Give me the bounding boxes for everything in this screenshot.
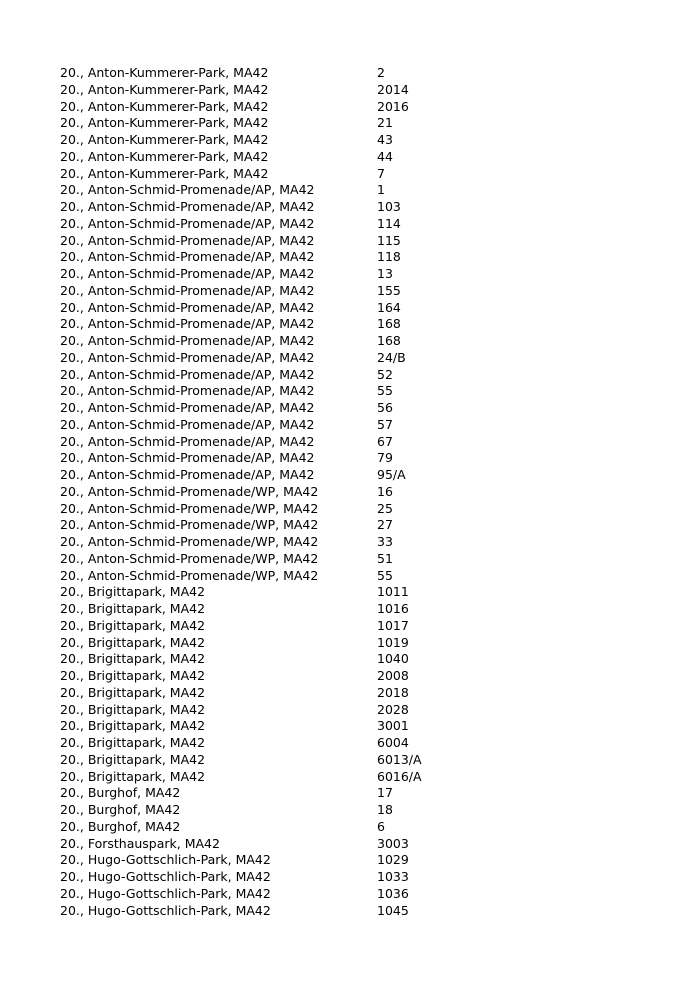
location-name: 20., Anton-Schmid-Promenade/AP, MA42: [60, 467, 315, 482]
list-item: [60, 65, 660, 82]
location-name: 20., Anton-Schmid-Promenade/AP, MA42: [60, 400, 315, 415]
list-item: [60, 702, 660, 719]
location-name: 20., Anton-Schmid-Promenade/WP, MA42: [60, 550, 319, 566]
list-item: [60, 249, 660, 266]
location-name: 20., Anton-Schmid-Promenade/WP, MA42: [60, 500, 319, 516]
list-item: [60, 501, 660, 518]
location-number: 1033: [377, 869, 409, 884]
location-name: 20., Anton-Kummerer-Park, MA42: [60, 81, 269, 97]
list-item: [60, 685, 660, 702]
list-item: [60, 149, 660, 166]
list-item: [60, 350, 660, 367]
list-item: [60, 434, 660, 451]
location-number: 1: [377, 182, 385, 198]
location-name: 20., Anton-Schmid-Promenade/AP, MA42: [60, 199, 315, 214]
location-name: 20., Anton-Schmid-Promenade/AP, MA42: [60, 433, 315, 449]
location-number: 1036: [377, 885, 409, 901]
list-item: [60, 618, 660, 635]
list-item: [60, 735, 660, 752]
location-number: 1029: [377, 852, 409, 868]
location-name: 20., Brigittapark, MA42: [60, 601, 206, 616]
location-number: 103: [377, 199, 401, 214]
location-name: 20., Brigittapark, MA42: [60, 634, 206, 650]
location-number: 17: [377, 785, 393, 801]
location-list: [60, 65, 660, 919]
location-number: 95/A: [377, 467, 406, 482]
list-item: [60, 182, 660, 199]
location-number: 1016: [377, 601, 409, 616]
location-name: 20., Anton-Schmid-Promenade/WP, MA42: [60, 567, 319, 583]
location-number: 2028: [377, 701, 409, 717]
location-number: 1017: [377, 617, 409, 633]
location-number: 2008: [377, 668, 409, 683]
location-number: 44: [377, 148, 393, 164]
location-name: 20., Burghof, MA42: [60, 785, 181, 801]
location-name: 20., Anton-Schmid-Promenade/AP, MA42: [60, 182, 315, 198]
location-name: 20., Brigittapark, MA42: [60, 751, 206, 767]
list-item: [60, 769, 660, 786]
location-number: 2: [377, 65, 385, 80]
location-number: 3001: [377, 718, 409, 734]
location-name: 20., Brigittapark, MA42: [60, 768, 206, 784]
location-number: 3003: [377, 835, 409, 851]
location-number: 52: [377, 366, 393, 382]
location-number: 155: [377, 282, 401, 298]
location-number: 115: [377, 232, 401, 248]
location-name: 20., Hugo-Gottschlich-Park, MA42: [60, 885, 271, 901]
location-name: 20., Anton-Schmid-Promenade/WP, MA42: [60, 517, 319, 533]
location-name: 20., Anton-Schmid-Promenade/AP, MA42: [60, 266, 315, 281]
list-item: [60, 668, 660, 685]
location-name: 20., Brigittapark, MA42: [60, 651, 206, 667]
location-number: 118: [377, 249, 401, 265]
list-item: [60, 367, 660, 384]
list-item: [60, 450, 660, 467]
list-item: [60, 199, 660, 216]
location-number: 27: [377, 517, 393, 533]
list-item: [60, 886, 660, 903]
location-name: 20., Hugo-Gottschlich-Park, MA42: [60, 869, 271, 884]
location-number: 168: [377, 316, 401, 332]
location-name: 20., Brigittapark, MA42: [60, 718, 206, 734]
list-item: [60, 283, 660, 300]
location-number: 6016/A: [377, 768, 422, 784]
list-item: [60, 132, 660, 149]
location-number: 114: [377, 215, 401, 231]
location-number: 2014: [377, 81, 409, 97]
location-number: 55: [377, 383, 393, 399]
list-item: [60, 584, 660, 601]
list-item: [60, 903, 660, 920]
location-name: 20., Anton-Kummerer-Park, MA42: [60, 115, 269, 131]
location-number: 16: [377, 483, 393, 499]
location-number: 6013/A: [377, 751, 422, 767]
location-name: 20., Anton-Schmid-Promenade/AP, MA42: [60, 383, 315, 399]
location-number: 67: [377, 433, 393, 449]
location-number: 2016: [377, 98, 409, 114]
location-name: 20., Anton-Kummerer-Park, MA42: [60, 132, 269, 147]
location-number: 21: [377, 115, 393, 131]
location-number: 164: [377, 299, 401, 315]
location-number: 6004: [377, 735, 409, 750]
location-number: 56: [377, 400, 393, 415]
list-item: [60, 601, 660, 618]
list-item: [60, 718, 660, 735]
location-name: 20., Anton-Kummerer-Park, MA42: [60, 65, 269, 80]
list-item: [60, 869, 660, 886]
location-name: 20., Brigittapark, MA42: [60, 735, 206, 750]
location-number: 7: [377, 165, 385, 181]
list-item: [60, 300, 660, 317]
location-name: 20., Brigittapark, MA42: [60, 668, 206, 683]
location-name: 20., Anton-Schmid-Promenade/AP, MA42: [60, 249, 315, 265]
list-item: [60, 819, 660, 836]
location-name: 20., Anton-Kummerer-Park, MA42: [60, 165, 269, 181]
location-number: 168: [377, 333, 401, 348]
list-item: [60, 534, 660, 551]
location-name: 20., Brigittapark, MA42: [60, 617, 206, 633]
location-number: 18: [377, 802, 393, 817]
list-item: [60, 484, 660, 501]
list-item: [60, 166, 660, 183]
location-name: 20., Anton-Schmid-Promenade/WP, MA42: [60, 534, 319, 549]
location-name: 20., Anton-Schmid-Promenade/AP, MA42: [60, 215, 315, 231]
location-name: 20., Anton-Schmid-Promenade/AP, MA42: [60, 316, 315, 332]
location-number: 43: [377, 132, 393, 147]
location-name: 20., Anton-Schmid-Promenade/AP, MA42: [60, 232, 315, 248]
location-number: 33: [377, 534, 393, 549]
location-number: 55: [377, 567, 393, 583]
list-item: [60, 383, 660, 400]
list-item: [60, 752, 660, 769]
location-number: 51: [377, 550, 393, 566]
location-number: 1045: [377, 902, 409, 918]
location-name: 20., Anton-Schmid-Promenade/AP, MA42: [60, 299, 315, 315]
location-number: 6: [377, 818, 385, 834]
location-name: 20., Hugo-Gottschlich-Park, MA42: [60, 902, 271, 918]
location-number: 1040: [377, 651, 409, 667]
list-item: [60, 635, 660, 652]
list-item: [60, 233, 660, 250]
list-item: [60, 802, 660, 819]
location-name: 20., Brigittapark, MA42: [60, 701, 206, 717]
list-item: [60, 266, 660, 283]
list-item: [60, 400, 660, 417]
location-number: 1011: [377, 584, 409, 600]
location-name: 20., Anton-Schmid-Promenade/WP, MA42: [60, 483, 319, 499]
location-number: 13: [377, 266, 393, 281]
list-item: [60, 785, 660, 802]
location-name: 20., Burghof, MA42: [60, 818, 181, 834]
list-item: [60, 517, 660, 534]
location-name: 20., Anton-Schmid-Promenade/AP, MA42: [60, 349, 315, 365]
list-item: [60, 651, 660, 668]
location-number: 24/B: [377, 349, 406, 365]
list-item: [60, 82, 660, 99]
location-name: 20., Forsthauspark, MA42: [60, 835, 220, 851]
list-item: [60, 333, 660, 350]
location-name: 20., Anton-Schmid-Promenade/AP, MA42: [60, 450, 315, 466]
location-number: 25: [377, 500, 393, 516]
list-item: [60, 467, 660, 484]
list-item: [60, 568, 660, 585]
location-name: 20., Anton-Schmid-Promenade/AP, MA42: [60, 366, 315, 382]
location-name: 20., Anton-Schmid-Promenade/AP, MA42: [60, 333, 315, 348]
list-item: [60, 852, 660, 869]
list-item: [60, 316, 660, 333]
location-number: 57: [377, 416, 393, 432]
location-name: 20., Anton-Kummerer-Park, MA42: [60, 98, 269, 114]
location-name: 20., Burghof, MA42: [60, 802, 181, 817]
location-name: 20., Brigittapark, MA42: [60, 584, 206, 600]
list-item: [60, 115, 660, 132]
location-name: 20., Anton-Kummerer-Park, MA42: [60, 148, 269, 164]
location-name: 20., Anton-Schmid-Promenade/AP, MA42: [60, 282, 315, 298]
location-name: 20., Brigittapark, MA42: [60, 684, 206, 700]
location-name: 20., Anton-Schmid-Promenade/AP, MA42: [60, 416, 315, 432]
list-item: [60, 551, 660, 568]
list-item: [60, 836, 660, 853]
list-item: [60, 417, 660, 434]
location-number: 1019: [377, 634, 409, 650]
list-item: [60, 99, 660, 116]
location-number: 2018: [377, 684, 409, 700]
location-number: 79: [377, 450, 393, 466]
location-name: 20., Hugo-Gottschlich-Park, MA42: [60, 852, 271, 868]
list-item: [60, 216, 660, 233]
